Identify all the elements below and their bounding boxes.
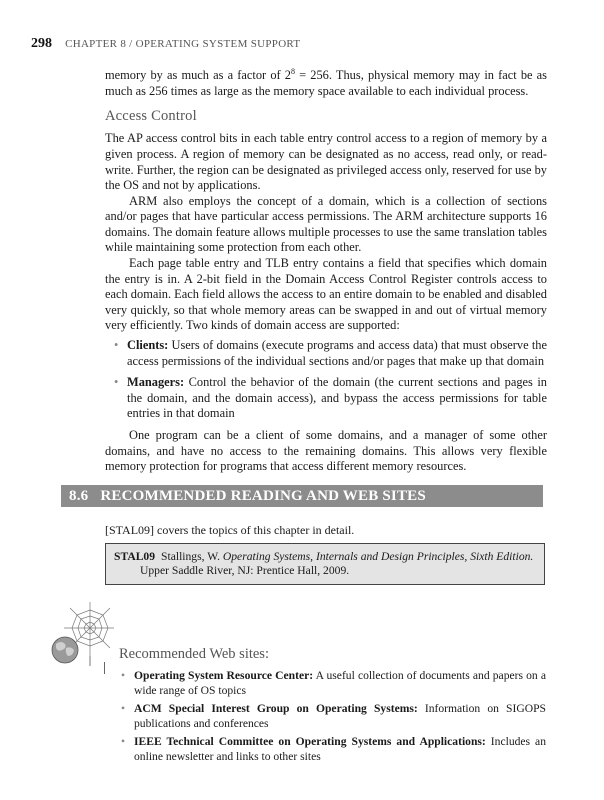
list-item: • Managers: Control the behavior of the domain (the current sections and pages in the domain, and the domain access), and bypass the access permissions for table entries in that domain — [105, 375, 547, 422]
list-item: • Operating System Resource Center: A useful collection of documents and papers on a wide range of OS topics — [116, 668, 546, 698]
web-globe-icon — [50, 598, 114, 666]
web-sites-heading: Recommended Web sites: — [119, 646, 269, 662]
paragraph: Each page table entry and TLB entry contains a field that specifies which domain the entry is in. A 2-bit field in the Domain Access Control Register controls access to each domain. Each field allows the access to an entire domain to be enabled and disabled very quickly, so that whole memory areas can be swapped in and out of virtual memory very efficiently. Two kinds of domain access are supported: — [105, 256, 547, 333]
site-name[interactable]: ACM Special Interest Group on Operating Systems: — [134, 702, 418, 715]
list-item: • IEEE Technical Committee on Operating Systems and Applications: Includes an online newsletter and links to other sites — [116, 734, 546, 764]
section-number: 8.6 — [69, 488, 89, 504]
access-control-heading: Access Control — [105, 108, 197, 125]
section-heading-bar — [61, 485, 543, 507]
paragraph: One program can be a client of some domains, and a manager of some other domains, and have no access to the remaining domains. This allows very flexible memory protection for programs that access different memory resources. — [105, 428, 547, 474]
site-name[interactable]: IEEE Technical Committee on Operating Systems and Applications: — [134, 735, 486, 748]
paragraph: ARM also employs the concept of a domain, which is a collection of sections and/or pages that have particular access permissions. The ARM architecture supports 16 domains. The domain feature allows multiple processes to use the same translation tables while maintaining some protection from each other. — [105, 193, 547, 255]
list-item: • Clients: Users of domains (execute programs and access data) that must observe the access permissions of the individual sections and/or pages that make up that domain — [105, 338, 547, 369]
section-lead: [STAL09] covers the topics of this chapter in detail. — [105, 523, 355, 537]
reference-authors: Stallings, W. — [161, 550, 223, 563]
divider — [104, 662, 105, 674]
web-sites-list — [116, 668, 546, 767]
running-header — [31, 36, 300, 52]
chapter-title: CHAPTER 8 / OPERATING SYSTEM SUPPORT — [65, 38, 301, 50]
domain-access-list — [105, 338, 547, 422]
reference-key: STAL09 — [114, 550, 156, 563]
list-item: • ACM Special Interest Group on Operating Systems: Information on SIGOPS publications and conferences — [116, 701, 546, 731]
section-title: RECOMMENDED READING AND WEB SITES — [100, 488, 426, 504]
reference-box — [105, 543, 545, 585]
body-text — [105, 64, 547, 475]
site-name[interactable]: Operating System Resource Center: — [134, 669, 314, 682]
intro-paragraph: memory by as much as a factor of $2^8 = 256$. Thus, physical memory may in fact be as much as 256 times as large as the memory space available to each individual process. — [105, 67, 547, 98]
reference-publisher: Upper Saddle River, NJ: Prentice Hall, 2009. — [140, 564, 350, 577]
page-number: 298 — [31, 36, 52, 51]
reference-title: Operating Systems, Internals and Design Principles, Sixth Edition. — [222, 550, 534, 563]
paragraph: The AP access control bits in each table entry control access to a region of memory by a given process. A region of memory can be designated as no access, read only, or read-write. Further, the region can be designated as privileged access only, reserved for use by the OS and not by applications. — [105, 131, 547, 193]
